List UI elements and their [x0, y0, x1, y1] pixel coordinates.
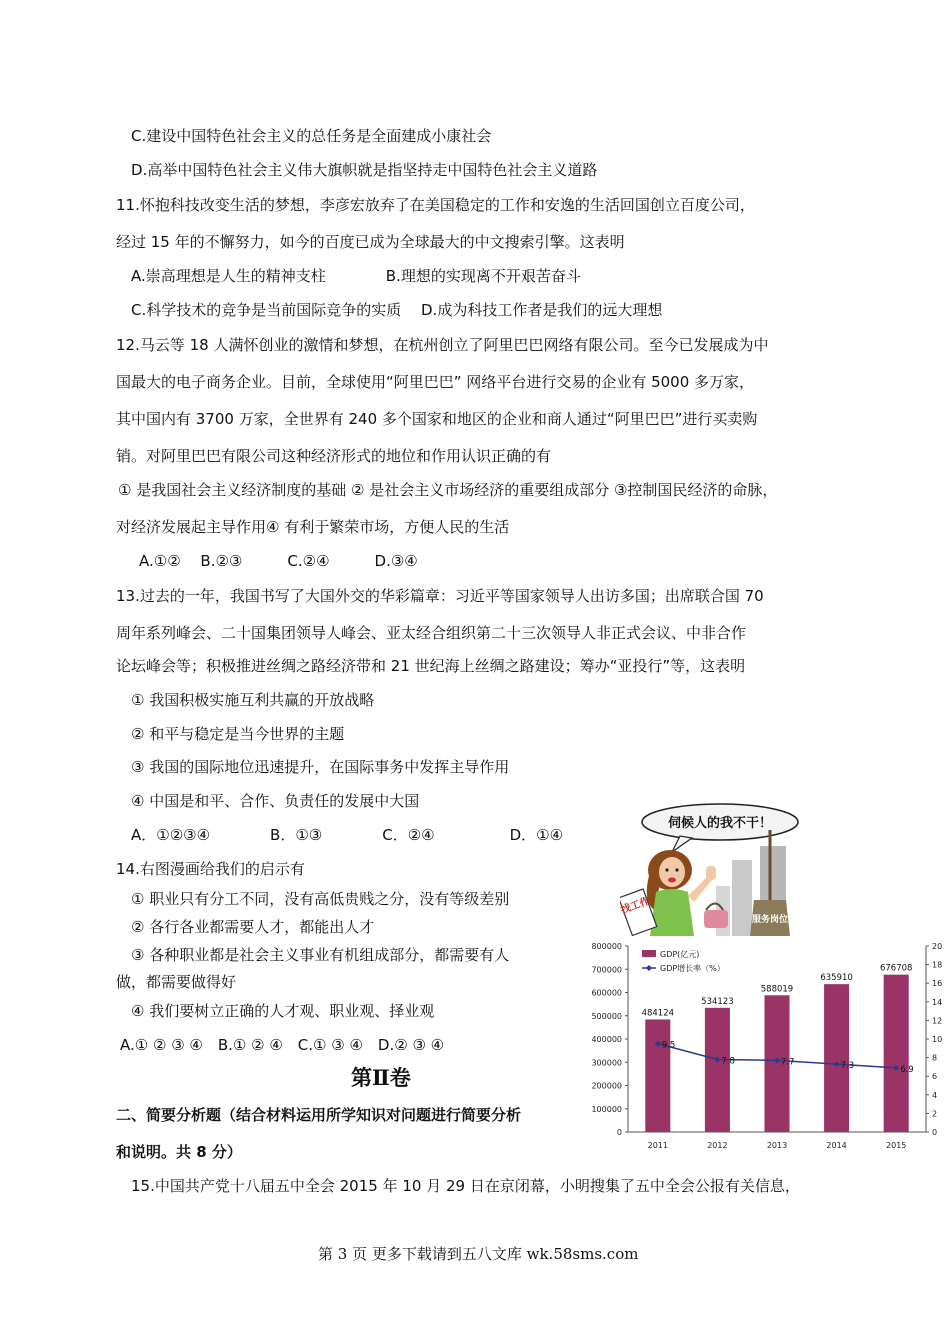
growth-rate-label: 7.3 — [840, 1061, 855, 1072]
x-tick-label: 2014 — [826, 1141, 847, 1150]
q15-stem-line-1: 15.中国共产党十八届五中全会 2015 年 10 月 29 日在京闭幕，小明搜集了五中全会公报有关信息， — [131, 1177, 800, 1195]
y-right-tick-label: 0 — [932, 1128, 938, 1137]
y-left-tick-label: 0 — [616, 1128, 622, 1137]
legend-gdp-label: GDP(亿元) — [660, 950, 700, 959]
q11-options-cd: C.科学技术的竞争是当前国际竞争的实质 D.成为科技工作者是我们的远大理想 — [131, 301, 663, 319]
gdp-bar — [884, 975, 909, 1132]
q13-statement-1: ① 我国积极实施互利共赢的开放战略 — [131, 691, 375, 709]
y-left-tick-label: 800000 — [591, 942, 622, 951]
gdp-bar-label: 534123 — [701, 996, 734, 1007]
growth-rate-label: 7.8 — [721, 1056, 735, 1067]
q14-stem: 14.右图漫画给我们的启示有 — [116, 860, 305, 878]
q13-statement-3: ③ 我国的国际地位迅速提升，在国际事务中发挥主导作用 — [131, 758, 510, 776]
q13-options: A．①②③④ B．①③ C．②④ D．①④ — [131, 826, 564, 844]
part-2-heading-line-2: 和说明。共 8 分） — [116, 1143, 242, 1161]
q14-statement-2: ② 各行各业都需要人才，都能出人才 — [131, 918, 375, 936]
y-left-tick-label: 100000 — [591, 1104, 622, 1114]
y-right-tick-label: 20 — [932, 942, 943, 951]
gdp-bar-label: 484124 — [641, 1008, 675, 1019]
x-tick-label: 2015 — [886, 1141, 907, 1150]
gdp-bar — [705, 1008, 730, 1132]
y-right-tick-label: 14 — [932, 997, 943, 1007]
growth-rate-label: 7.7 — [781, 1057, 795, 1068]
y-right-tick-label: 10 — [932, 1035, 943, 1044]
q11-options-ab: A.崇高理想是人生的精神支柱 B.理想的实现离不开艰苦奋斗 — [131, 267, 581, 285]
chart-bars — [642, 964, 913, 1132]
gdp-bar-label: 588019 — [760, 984, 794, 995]
x-tick-label: 2011 — [647, 1141, 668, 1150]
growth-rate-label: 6.9 — [900, 1064, 914, 1075]
q13-statement-4: ④ 中国是和平、合作、负责任的发展中大国 — [131, 792, 420, 810]
y-left-tick-label: 400000 — [591, 1035, 622, 1044]
y-left-tick-label: 500000 — [591, 1011, 622, 1021]
q14-statement-4: ④ 我们要树立正确的人才观、职业观、择业观 — [131, 1002, 435, 1020]
q12-stem-line-2: 国最大的电子商务企业。目前，全球使用“阿里巴巴” 网络平台进行交易的企业有 5000 多万家， — [116, 373, 755, 391]
cartoon-right-sign-text: 服务岗位 — [751, 915, 789, 925]
cartoon-speech-text: 伺候人的我不干！ — [667, 816, 773, 831]
gdp-bar-label: 635910 — [820, 973, 853, 984]
gdp-chart — [588, 936, 950, 1158]
q12-stem-line-1: 12.马云等 18 人满怀创业的激情和梦想，在杭州创立了阿里巴巴网络有限公司。至今已发展成为中 — [116, 336, 769, 354]
growth-rate-label: 9.5 — [661, 1040, 676, 1051]
job-cartoon-illustration — [620, 800, 800, 936]
q13-stem-line-2: 周年系列峰会、二十国集团领导人峰会、亚太经合组织第二十三次领导人非正式会议、中非合作 — [116, 624, 747, 642]
q14-statement-3a: ③ 各种职业都是社会主义事业有机组成部分，都需要有人 — [131, 946, 510, 964]
q14-statement-1: ① 职业只有分工不同，没有高低贵贱之分，没有等级差别 — [131, 890, 510, 908]
q13-statement-2: ② 和平与稳定是当今世界的主题 — [131, 725, 345, 743]
y-left-tick-label: 600000 — [591, 988, 622, 998]
q12-stem-line-4: 销。对阿里巴巴有限公司这种经济形式的地位和作用认识正确的有 — [116, 447, 552, 465]
y-left-tick-label: 700000 — [591, 965, 622, 975]
y-left-tick-label: 300000 — [591, 1058, 622, 1068]
q11-stem-line-2: 经过 15 年的不懈努力，如今的百度已成为全球最大的中文搜索引擎。这表明 — [116, 233, 625, 251]
q13-stem-line-3: 论坛峰会等；积极推进丝绸之路经济带和 21 世纪海上丝绸之路建设；筹办“亚投行”等，这表明 — [116, 657, 746, 675]
q10-option-c: C.建设中国特色社会主义的总任务是全面建成小康社会 — [131, 127, 492, 145]
section-2-title: 第Ⅱ卷 — [351, 1065, 411, 1090]
gdp-bar — [824, 984, 849, 1132]
x-tick-label: 2012 — [707, 1141, 728, 1150]
page-footer: 第 3 页 更多下载请到五八文库 wk.58sms.com — [318, 1245, 639, 1263]
q12-stem-line-3: 其中国内有 3700 万家，全世界有 240 多个国家和地区的企业和商人通过“阿里巴巴”进行买卖购 — [116, 410, 758, 428]
q12-statements-line-1: ① 是我国社会主义经济制度的基础 ② 是社会主义市场经济的重要组成部分 ③控制国民经济的命脉， — [118, 481, 778, 499]
y-right-tick-label: 6 — [932, 1072, 938, 1082]
q14-statement-3b: 做，都需要做得好 — [116, 973, 237, 991]
q12-statements-line-2: 对经济发展起主导作用④ 有利于繁荣市场，方便人民的生活 — [116, 518, 510, 536]
y-right-tick-label: 16 — [932, 979, 943, 989]
part-2-heading-line-1: 二、简要分析题（结合材料运用所学知识对问题进行简要分析 — [116, 1106, 522, 1124]
y-right-tick-label: 4 — [932, 1090, 938, 1100]
cartoon-left-sign-text: 找工作 — [620, 895, 652, 917]
q14-options: A.① ② ③ ④ B.① ② ④ C.① ③ ④ D.② ③ ④ — [120, 1036, 445, 1054]
gdp-bar-label: 676708 — [879, 963, 913, 974]
q12-options: A.①② B.②③ C.②④ D.③④ — [139, 552, 418, 570]
q13-stem-line-1: 13.过去的一年，我国书写了大国外交的华彩篇章：习近平等国家领导人出访多国；出席联合国 70 — [116, 587, 764, 605]
legend-growth-label: GDP增长率（%） — [660, 964, 725, 973]
y-right-tick-label: 18 — [932, 960, 943, 970]
q11-stem-line-1: 11.怀抱科技改变生活的梦想，李彦宏放弃了在美国稳定的工作和安逸的生活回国创立百度公司， — [116, 196, 755, 214]
x-tick-label: 2013 — [766, 1141, 788, 1150]
y-right-tick-label: 2 — [932, 1109, 938, 1119]
y-left-tick-label: 200000 — [591, 1081, 622, 1091]
y-right-tick-label: 12 — [932, 1016, 943, 1026]
gdp-bar — [645, 1019, 670, 1132]
y-right-tick-label: 8 — [932, 1053, 938, 1063]
legend-gdp-swatch — [642, 950, 656, 957]
chart-legend — [642, 949, 725, 973]
q10-option-d: D.高举中国特色社会主义伟大旗帜就是指坚持走中国特色社会主义道路 — [131, 161, 598, 179]
